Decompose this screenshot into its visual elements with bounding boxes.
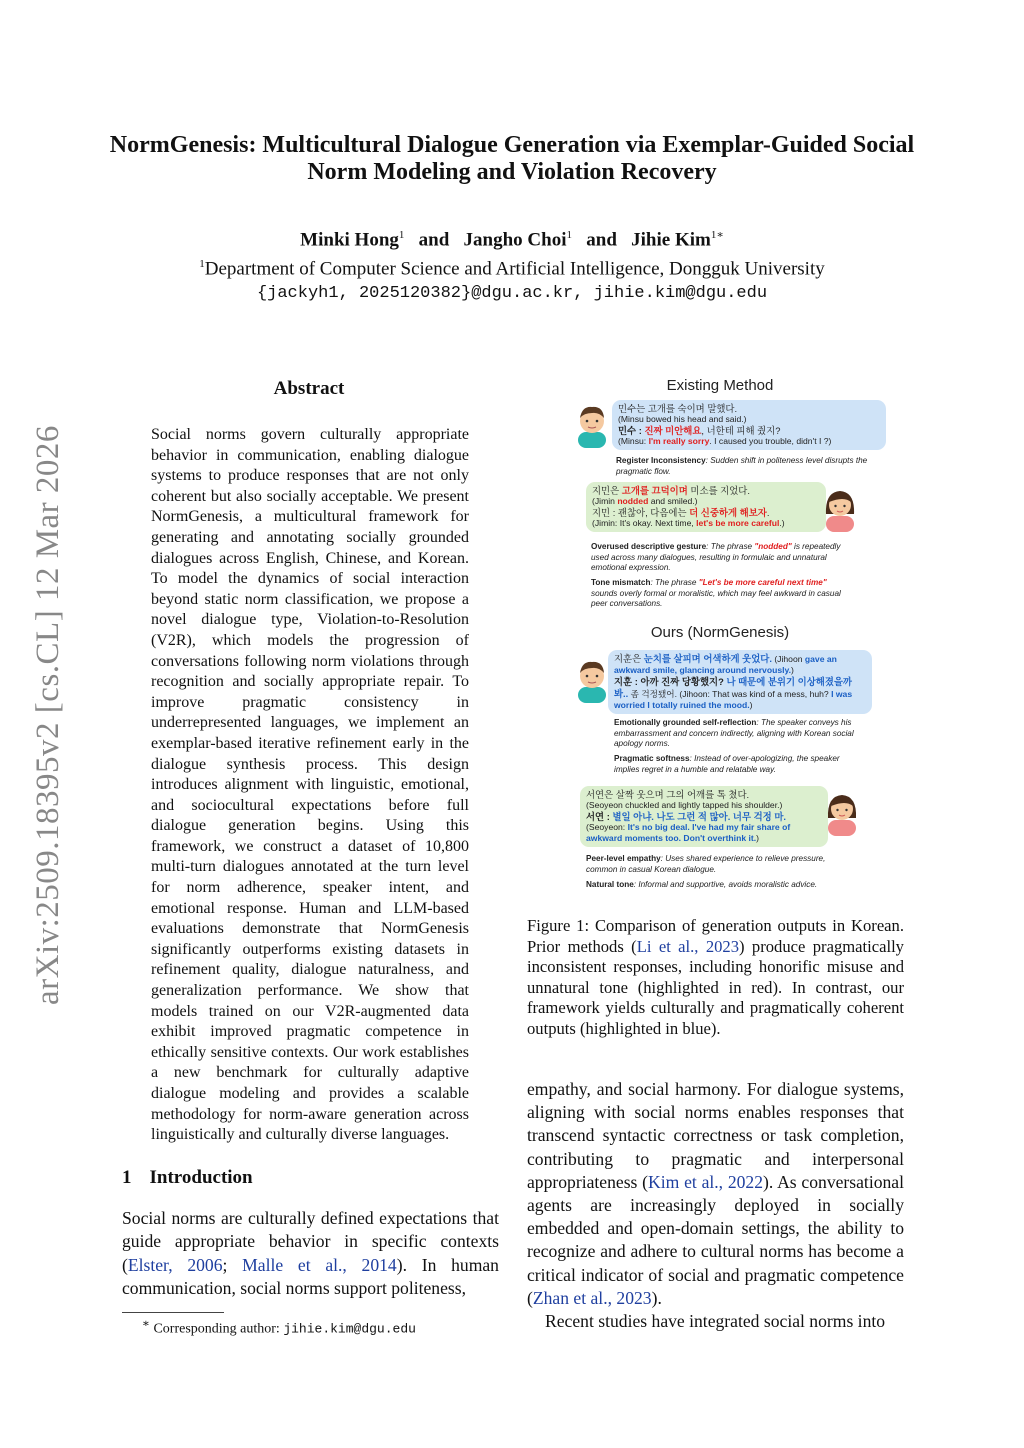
- highlight-blue: 나 때문에 분위기 이상해졌을까 봐..: [614, 676, 852, 699]
- note-label: Natural tone: [586, 880, 634, 889]
- bubble-text: ): [756, 833, 759, 843]
- bubble-text: 지훈 : 아까 진짜 당황했지?: [614, 676, 727, 687]
- paper-title: NormGenesis: Multicultural Dialogue Generation via Exemplar-Guided Social Norm Modeling and Violation Recovery: [109, 132, 915, 185]
- author-sep: and: [418, 229, 450, 251]
- footnote-text: Corresponding author:: [149, 1321, 284, 1337]
- note-text: : The phrase: [706, 542, 755, 551]
- bubble-text: ): [749, 700, 753, 710]
- body-text: empathy, and social harmony. For dialogue systems, aligning with social norms enables responses that transcend syntactic correctness or task completion, contributing to pragmatic and interpersonal appropriateness (: [527, 1079, 904, 1192]
- annotation-note: [616, 456, 870, 477]
- note-highlight-red: "nodded": [754, 542, 792, 551]
- paragraph: Recent studies have integrated social norms into: [545, 1311, 886, 1332]
- intro-paragraph: [122, 1207, 499, 1301]
- body-text: ). As conversational agents are increasingly deployed in socially embedded and open-domain settings, the ability to recognize and adhere to cultural norms has become a critical indicator of social and pragmatic competence (: [527, 1171, 905, 1308]
- dialogue-bubble-minsu: [612, 400, 886, 450]
- author-name: Jihie Kim: [631, 229, 711, 251]
- bubble-line: [586, 811, 822, 822]
- bubble-text: 좀 걱정됐어. (Jihoon: That was kind of a mess, huh?: [628, 689, 832, 699]
- citation-link[interactable]: Zhan et al., 2023: [532, 1287, 652, 1308]
- citation-link[interactable]: Li et al., 2023: [636, 936, 740, 956]
- bubble-text: (Minsu:: [618, 436, 649, 446]
- author-list: [100, 228, 924, 251]
- affiliation: [60, 258, 964, 280]
- annotation-note: [591, 542, 851, 574]
- note-text: : Sudden shift in politeness level disrupts the pragmatic flow.: [616, 456, 868, 476]
- abstract-body: Social norms govern culturally appropriate behavior in communication, enabling dialogue systems to produce responses that are not only coherent but also socially acceptable. We present NormGenesis, a multicultural framework for generating and annotating socially grounded dialogues across English, Chinese, and Korean. To model the dynamics of social interaction beyond static norm classification, we propose a novel dialogue type, Violation-to-Resolution (V2R), which models the progression of conversations following norm violations through recognition and socially appropriate repair. To improve pragmatic consistency in underrepresented languages, we implement an exemplar-based iterative refinement early in the dialogue synthesis process. This design introduces alignment with linguistic, emotional, and sociocultural expectations before full dialogue generation begins. Using this framework, we construct a dataset of 10,800 multi-turn dialogues annotated at the turn level for norm adherence, speaker intent, and emotional response. Human and LLM-based evaluations demonstrate that NormGenesis significantly outperforms existing datasets in refinement quality, dialogue naturalness, and generalization performance. We show that models trained on our V2R-augmented data exhibit improved pragmatic competence in ethically sensitive contexts. Our work establishes a new benchmark for culturally adaptive dialogue modeling and provides a scalable methodology for norm-aware generation across linguistically and culturally diverse languages.: [151, 426, 469, 1144]
- bubble-text: and smiled.): [648, 496, 698, 506]
- note-label: Tone mismatch: [591, 578, 651, 587]
- caption-text: Figure 1: Comparison of generation outputs in Korean. Prior methods (: [527, 916, 904, 956]
- female-avatar-icon: [820, 486, 860, 532]
- highlight-blue: 별일 아냐. 나도 그런 적 많아. 너무 걱정 마.: [612, 811, 787, 822]
- right-column-text: [527, 1078, 904, 1333]
- bubble-text: (Seoyeon:: [586, 822, 628, 832]
- annotation-note: [614, 754, 864, 775]
- note-text: : Informal and supportive, avoids moralistic advice.: [633, 880, 818, 889]
- footnote-mark: ∗: [142, 1317, 150, 1330]
- bubble-text: .: [766, 507, 770, 518]
- citation-link[interactable]: Kim et al., 2022: [648, 1171, 764, 1192]
- bubble-text: 지민은: [592, 485, 622, 496]
- bubble-line: [592, 485, 820, 496]
- bubble-text: 미소를 지었다.: [687, 485, 750, 496]
- bubble-text: 지민 : 괜찮아, 다음에는: [592, 507, 690, 518]
- bubble-text: . I caused you trouble, didn't I ?): [709, 436, 832, 446]
- section-number: 1: [122, 1167, 132, 1188]
- figure-1: [570, 372, 870, 897]
- dialogue-bubble-jimin: [586, 482, 826, 532]
- annotation-note: [614, 718, 864, 750]
- body-text: ;: [222, 1254, 243, 1275]
- abstract-heading: Abstract: [273, 378, 345, 399]
- note-text: : The phrase: [650, 578, 699, 587]
- author-sup: 1: [566, 229, 572, 241]
- bubble-text: ): [791, 665, 794, 675]
- bubble-text: 지훈은: [614, 653, 644, 664]
- highlight-blue: I was worried I totally ruined the mood.: [614, 689, 853, 710]
- bubble-line: (Minsu bowed his head and said.): [618, 414, 747, 424]
- bubble-line: 민수는 고개를 숙이며 말했다.: [618, 403, 738, 414]
- annotation-note: [586, 854, 852, 875]
- bubble-line: [618, 436, 880, 447]
- bubble-line: 서연은 살짝 웃으며 그의 어깨를 톡 쳤다.: [586, 789, 750, 800]
- paragraph: [527, 1078, 904, 1310]
- author-sep: and: [586, 229, 617, 251]
- note-text: is repeatedly used across many dialogues, resulting in formulaic and unnatural emotional expression.: [591, 542, 841, 573]
- body-text: ). In human communication, social norms support politeness,: [122, 1254, 499, 1299]
- bubble-text: .): [779, 518, 785, 528]
- footnote-rule: [122, 1312, 224, 1313]
- author-emails: {jackyh1, 2025120382}@dgu.ac.kr, jihie.kim@dgu.edu: [256, 284, 768, 303]
- existing-method-title: Existing Method: [666, 377, 774, 394]
- speaker-label: 서연 :: [586, 811, 613, 822]
- bubble-text: (Jihoon: [771, 654, 805, 664]
- footnote-email: jihie.kim@dgu.edu: [283, 1321, 416, 1337]
- citation-link[interactable]: Malle et al., 2014: [242, 1254, 397, 1275]
- dialogue-bubble-jihoon: [608, 650, 872, 714]
- note-text: : The speaker conveys his embarrassment and concern indirectly, aligning with Korean social apology norms.: [614, 718, 854, 749]
- bubble-line: [592, 496, 820, 507]
- footnote: [142, 1316, 416, 1338]
- author-name: Minki Hong: [300, 229, 399, 251]
- highlight-red: 진짜 미안해요: [644, 425, 702, 436]
- ours-method-title: Ours (NormGenesis): [650, 624, 790, 641]
- highlight-red: 고개를 끄덕이며: [621, 485, 688, 496]
- bubble-line: [592, 518, 820, 529]
- affiliation-sup: 1: [199, 258, 205, 270]
- author-name: Jangho Choi: [463, 229, 567, 251]
- note-label: Pragmatic softness: [614, 754, 690, 763]
- bubble-line: [614, 676, 866, 711]
- bubble-line: [618, 425, 880, 436]
- male-avatar-icon: [572, 402, 612, 448]
- highlight-red: 더 신중하게 해보자: [689, 507, 767, 518]
- female-avatar-icon: [822, 790, 862, 836]
- highlight-red: let's be more careful: [696, 518, 780, 528]
- bubble-text: (Jimin: [592, 496, 618, 506]
- bubble-text: (Jimin: It's okay. Next time,: [592, 518, 697, 528]
- highlight-red: nodded: [617, 496, 649, 506]
- note-text: : Uses shared experience to relieve pressure, common in casual Korean dialogue.: [586, 854, 826, 874]
- body-text: ).: [651, 1287, 662, 1308]
- bubble-text: , 너한테 피해 줬지?: [701, 425, 781, 436]
- affiliation-text: Department of Computer Science and Artificial Intelligence, Dongguk University: [204, 258, 825, 280]
- author-sup: 1: [398, 229, 405, 241]
- speaker-label: 민수 :: [618, 425, 645, 436]
- note-highlight-red: "Let's be more careful next time": [698, 578, 827, 587]
- note-label: Overused descriptive gesture: [591, 542, 707, 551]
- dialogue-bubble-seoyeon: [580, 786, 828, 847]
- body-text: Social norms are culturally defined expectations that guide appropriate behavior in specific contexts (: [122, 1208, 499, 1275]
- note-label: Emotionally grounded self-reflection: [614, 718, 757, 727]
- annotation-note: [586, 880, 870, 891]
- figure-caption: [527, 916, 904, 1040]
- section-title: Introduction: [149, 1167, 253, 1188]
- annotation-note: [591, 578, 851, 610]
- caption-text: ) produce pragmatically inconsistent responses, including honorific misuse and unnatural tone (highlighted in red). In contrast, our framework yields culturally and pragmatically coherent outputs (highlighted in blue).: [527, 936, 904, 1038]
- highlight-red: I'm really sorry: [648, 436, 710, 446]
- bubble-line: [592, 507, 820, 518]
- highlight-blue: 눈치를 살피며 어색하게 웃었다.: [643, 653, 772, 664]
- male-avatar-icon: [572, 657, 612, 703]
- note-label: Register Inconsistency: [616, 456, 706, 465]
- author-sup: 1∗: [710, 229, 724, 241]
- bubble-line: (Seoyeon chuckled and lightly tapped his shoulder.): [586, 800, 783, 810]
- note-label: Peer-level empathy: [586, 854, 661, 863]
- highlight-blue: It's no big deal. I've had my fair share of awkward moments too. Don't overthink it.: [586, 822, 791, 843]
- bubble-line: [614, 653, 866, 676]
- note-text: : Instead of over-apologizing, the speaker implies regret in a humble and relatable way.: [614, 754, 840, 774]
- section-heading: [122, 1167, 253, 1189]
- note-text: sounds overly formal or moralistic, which may feel awkward in casual peer conversations.: [591, 588, 841, 609]
- citation-link[interactable]: Elster, 2006: [127, 1254, 223, 1275]
- bubble-line: [586, 822, 822, 844]
- highlight-blue: gave an awkward smile, glancing around nervously.: [614, 654, 837, 675]
- arxiv-identifier: arXiv:2509.18395v2 [cs.CL] 12 Mar 2026: [30, 425, 66, 1005]
